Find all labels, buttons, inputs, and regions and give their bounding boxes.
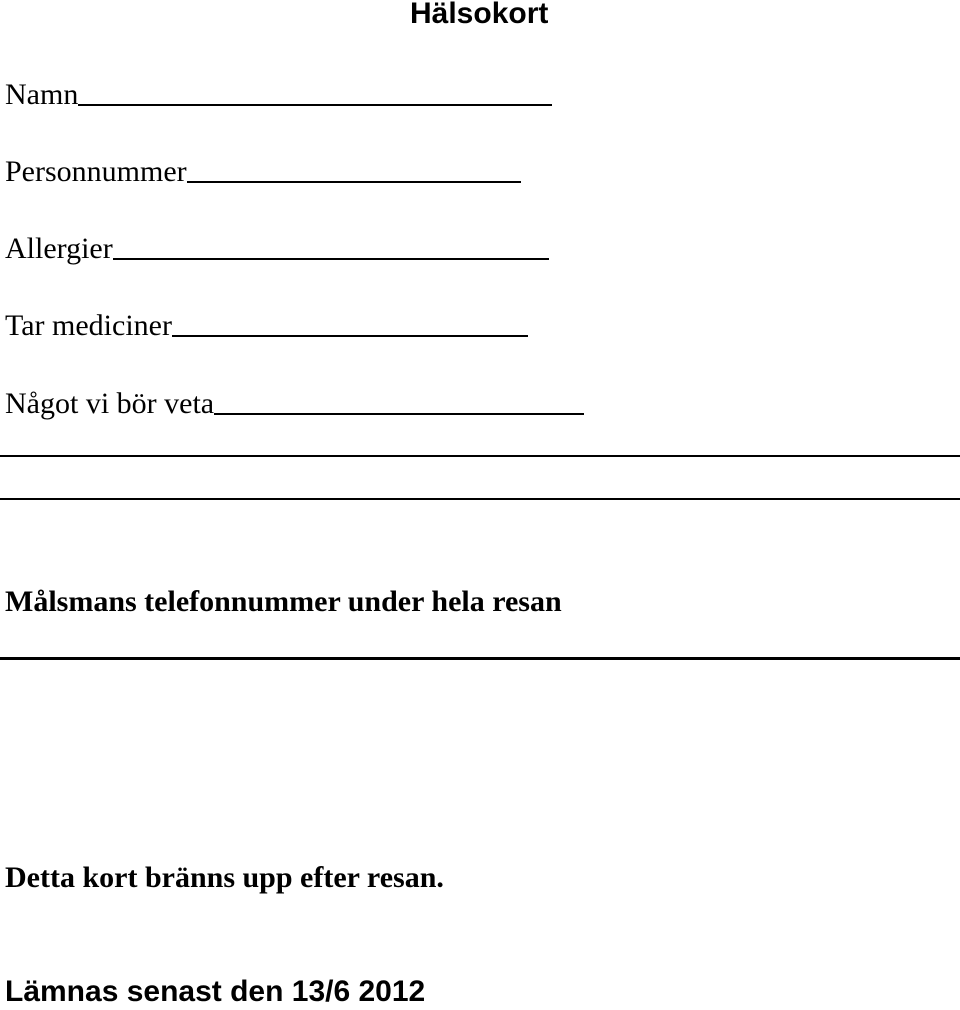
deadline-text: Lämnas senast den 13/6 2012	[5, 975, 426, 1008]
name-label: Namn	[5, 78, 79, 111]
nagot-vi-bor-veta-field[interactable]	[5, 381, 584, 421]
personnummer-label: Personnummer	[5, 155, 187, 188]
extra-info-line-1[interactable]	[0, 455, 960, 457]
tar-mediciner-field[interactable]	[5, 303, 528, 343]
personnummer-line[interactable]	[187, 181, 521, 183]
card-title: Hälsokort	[410, 0, 549, 30]
tar-mediciner-line[interactable]	[172, 335, 528, 337]
personnummer-field[interactable]	[5, 149, 521, 189]
name-line[interactable]	[78, 104, 552, 106]
guardian-phone-label: Målsmans telefonnummer under hela resan	[5, 585, 562, 618]
nagot-vi-bor-veta-label: Något vi bör veta	[5, 387, 215, 420]
name-field[interactable]	[5, 72, 552, 112]
nagot-vi-bor-veta-line[interactable]	[214, 413, 584, 415]
guardian-phone-line[interactable]	[0, 657, 960, 660]
allergier-line[interactable]	[113, 258, 549, 260]
allergier-field[interactable]	[5, 226, 549, 266]
burn-notice: Detta kort bränns upp efter resan.	[5, 861, 444, 894]
allergier-label: Allergier	[5, 232, 113, 265]
tar-mediciner-label: Tar mediciner	[5, 309, 172, 342]
extra-info-line-2[interactable]	[0, 498, 960, 500]
